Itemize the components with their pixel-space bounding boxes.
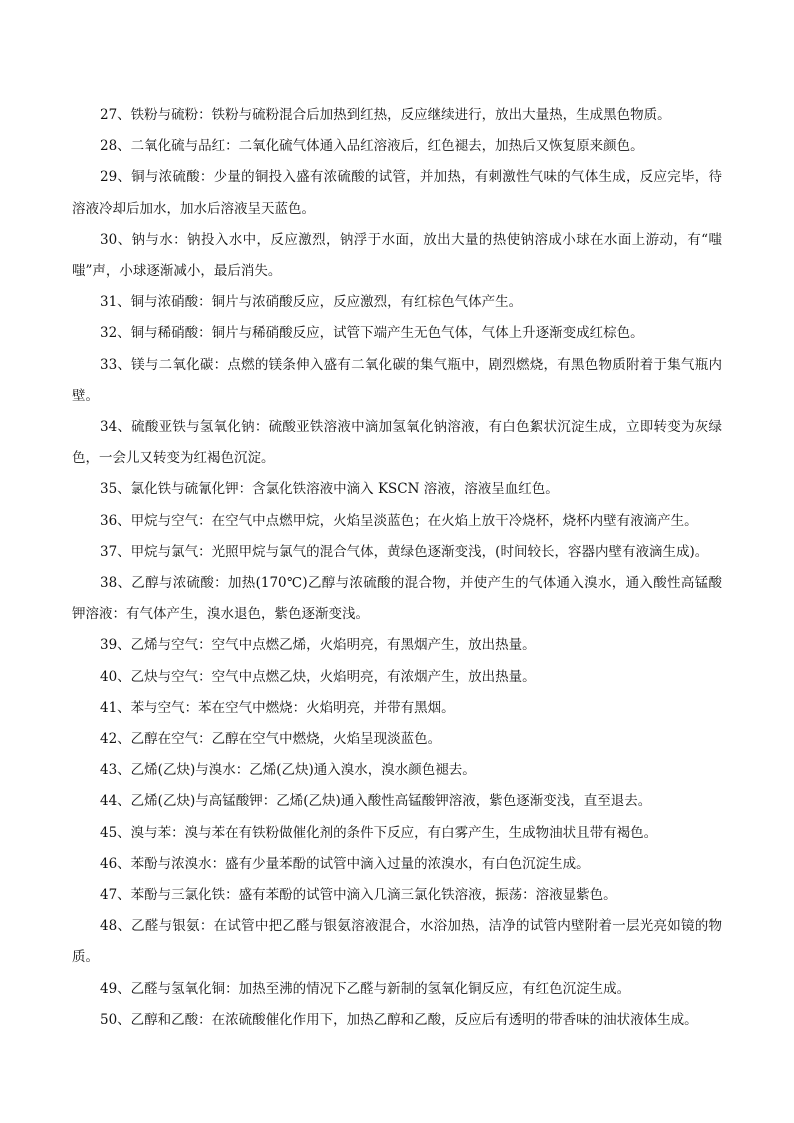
list-item: 40、乙炔与空气：空气中点燃乙炔，火焰明亮，有浓烟产生，放出热量。 — [100, 668, 536, 685]
list-item: 28、二氧化硫与品红：二氧化硫气体通入品红溶液后，红色褪去，加热后又恢复原来颜色。 — [100, 138, 644, 155]
list-item: 48、乙醛与银氨：在试管中把乙醛与银氨溶液混合，水浴加热，洁净的试管内壁附着一层光亮如镜的物质。 — [72, 918, 722, 966]
list-item: 43、乙烯(乙炔)与溴水：乙烯(乙炔)通入溴水，溴水颜色褪去。 — [100, 762, 476, 779]
list-item: 47、苯酚与三氯化铁：盛有苯酚的试管中滴入几滴三氯化铁溶液，振荡：溶液显紫色。 — [100, 887, 617, 904]
list-item: 33、镁与二氧化碳：点燃的镁条伸入盛有二氧化碳的集气瓶中，剧烈燃烧，有黑色物质附着于集气瓶内壁。 — [72, 356, 722, 404]
list-item: 46、苯酚与浓溴水：盛有少量苯酚的试管中滴入过量的浓溴水，有白色沉淀生成。 — [100, 855, 590, 872]
list-item: 39、乙烯与空气：空气中点燃乙烯，火焰明亮，有黑烟产生，放出热量。 — [100, 637, 536, 654]
list-item: 35、氯化铁与硫氰化钾：含氯化铁溶液中滴入 KSCN 溶液，溶液呈血红色。 — [100, 481, 559, 498]
list-item: 34、硫酸亚铁与氢氧化钠：硫酸亚铁溶液中滴加氢氧化钠溶液，有白色絮状沉淀生成，立即转变为灰绿色，一会儿又转变为红褐色沉淀。 — [72, 419, 722, 467]
list-item: 29、铜与浓硫酸：少量的铜投入盛有浓硫酸的试管，并加热，有刺激性气味的气体生成，反应完毕，待溶液冷却后加水，加水后溶液呈天蓝色。 — [72, 169, 722, 217]
list-item: 49、乙醛与氢氧化铜：加热至沸的情况下乙醛与新制的氢氧化铜反应，有红色沉淀生成。 — [100, 980, 631, 997]
list-item: 30、钠与水：钠投入水中，反应激烈，钠浮于水面，放出大量的热使钠溶成小球在水面上游动，有“嗤嗤”声，小球逐渐减小，最后消失。 — [72, 231, 722, 280]
list-item: 27、铁粉与硫粉：铁粉与硫粉混合后加热到红热，反应继续进行，放出大量热，生成黑色物质。 — [100, 107, 671, 123]
list-item: 50、乙醇和乙酸：在浓硫酸催化作用下，加热乙醇和乙酸，反应后有透明的带香味的油状液体生成。 — [100, 1011, 698, 1028]
list-item: 38、乙醇与浓硫酸：加热(170℃)乙醇与浓硫酸的混合物，并使产生的气体通入溴水，通入酸性高锰酸钾溶液：有气体产生，溴水退色，紫色逐渐变浅。 — [72, 575, 722, 623]
list-item: 36、甲烷与空气：在空气中点燃甲烷，火焰呈淡蓝色；在火焰上放干冷烧杯，烧杯内壁有液滴产生。 — [100, 512, 698, 529]
list-item: 32、铜与稀硝酸：铜片与稀硝酸反应，试管下端产生无色气体，气体上升逐渐变成红棕色。 — [100, 325, 644, 342]
list-item: 45、溴与苯：溴与苯在有铁粉做催化剂的条件下反应，有白雾产生，生成物油状且带有褐色。 — [100, 824, 658, 841]
list-item: 41、苯与空气：苯在空气中燃烧：火焰明亮，并带有黑烟。 — [100, 699, 455, 716]
list-item: 31、铜与浓硝酸：铜片与浓硝酸反应，反应激烈，有红棕色气体产生。 — [100, 294, 523, 311]
experiment-list — [72, 100, 722, 1036]
list-item: 44、乙烯(乙炔)与高锰酸钾：乙烯(乙炔)通入酸性高锰酸钾溶液，紫色逐渐变浅，直至退去。 — [100, 793, 652, 810]
list-item: 37、甲烷与氯气：光照甲烷与氯气的混合气体，黄绿色逐渐变浅，(时间较长，容器内壁有液滴生成)。 — [100, 543, 709, 560]
list-item: 42、乙醇在空气：乙醇在空气中燃烧，火焰呈现淡蓝色。 — [100, 731, 442, 748]
